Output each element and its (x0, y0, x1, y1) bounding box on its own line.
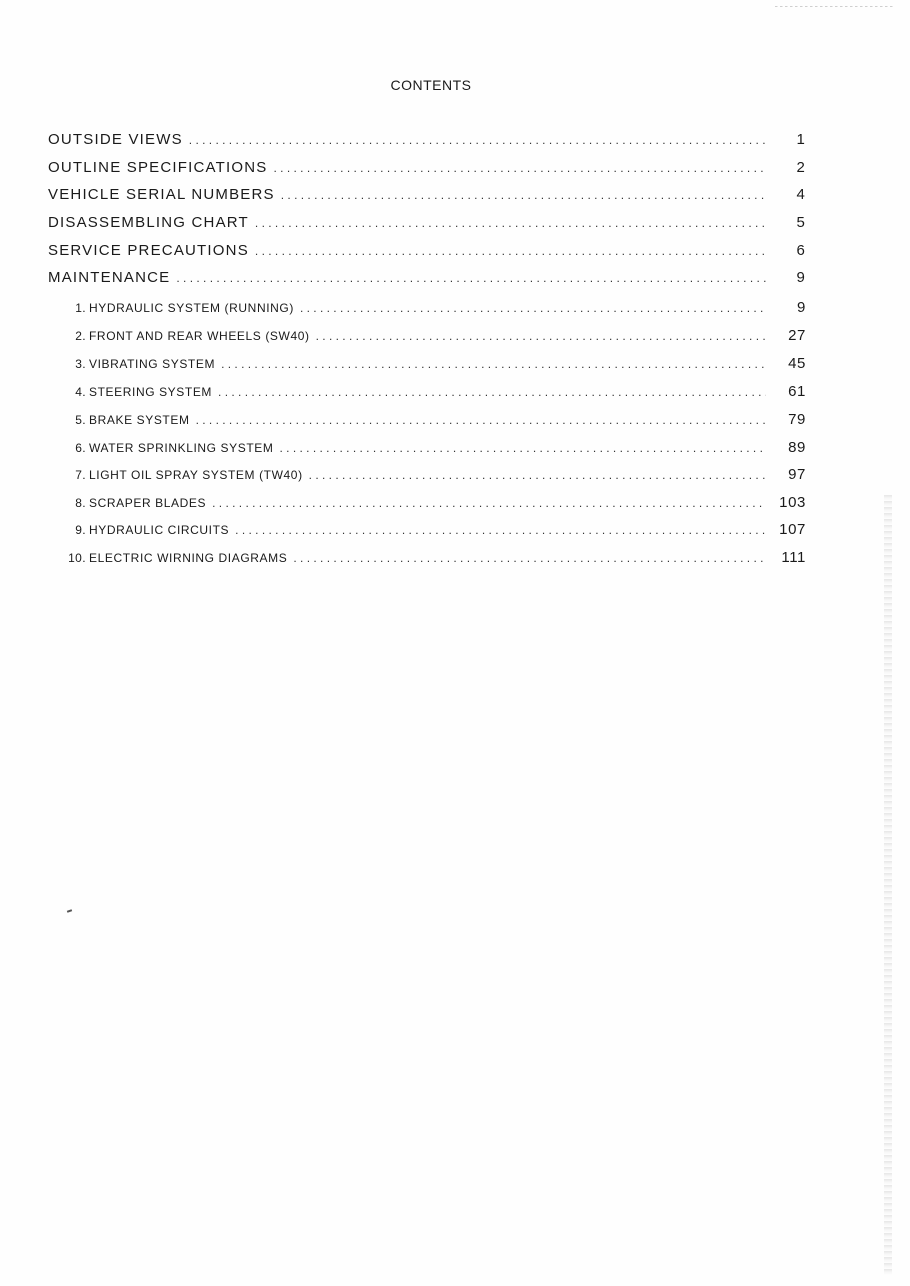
toc-page-number: 61 (788, 383, 806, 400)
toc-subentry-number: 4. (75, 385, 86, 399)
dot-leader (316, 329, 766, 343)
dot-leader (273, 161, 766, 175)
toc-subentry-number: 7. (75, 468, 86, 482)
dot-leader (293, 551, 766, 565)
dot-leader (280, 441, 767, 455)
toc-entry-service-precautions[interactable] (48, 242, 806, 259)
toc-page-number: 5 (796, 214, 806, 231)
toc-subentry-water-sprinkling-system[interactable] (44, 439, 806, 456)
toc-subentry-number: 6. (75, 441, 86, 455)
toc-entry-maintenance[interactable] (48, 269, 806, 286)
toc-page-number: 89 (788, 439, 806, 456)
toc-subentry-label: HYDRAULIC CIRCUITS (89, 523, 230, 537)
toc-subentry-number: 3. (75, 357, 86, 371)
toc-subentry-label: LIGHT OIL SPRAY SYSTEM (TW40) (89, 468, 303, 482)
toc-entry-label: DISASSEMBLING CHART (48, 214, 249, 231)
toc-subentry-hydraulic-circuits[interactable] (44, 521, 806, 538)
toc-entry-label: SERVICE PRECAUTIONS (48, 242, 249, 259)
scan-speck (67, 909, 72, 913)
toc-page-number: 9 (796, 269, 806, 286)
dot-leader (309, 468, 766, 482)
dot-leader (281, 188, 766, 202)
toc-entry-label: VEHICLE SERIAL NUMBERS (48, 186, 275, 203)
dot-leader (235, 523, 766, 537)
toc-subentry-number: 1. (75, 301, 86, 315)
toc-subentry-front-rear-wheels[interactable] (44, 327, 806, 344)
toc-subentry-label: FRONT AND REAR WHEELS (SW40) (89, 329, 310, 343)
toc-entry-label: MAINTENANCE (48, 269, 171, 286)
toc-page-number: 2 (796, 159, 806, 176)
toc-subentry-label: HYDRAULIC SYSTEM (RUNNING) (89, 301, 294, 315)
toc-page-number: 103 (779, 494, 806, 511)
toc-entry-vehicle-serial-numbers[interactable] (48, 186, 806, 203)
toc-page-number: 79 (788, 411, 806, 428)
toc-entry-outside-views[interactable] (48, 131, 806, 148)
dot-leader (218, 385, 766, 399)
toc-subentry-hydraulic-system[interactable] (44, 299, 806, 316)
toc-subentry-number: 5. (75, 413, 86, 427)
toc-subentry-label: BRAKE SYSTEM (89, 413, 190, 427)
toc-subentry-number: 9. (75, 523, 86, 537)
toc-subentry-number: 2. (75, 329, 86, 343)
toc-page-number: 27 (788, 327, 806, 344)
dot-leader (176, 271, 766, 285)
contents-title: CONTENTS (390, 77, 472, 93)
toc-subentry-light-oil-spray-system[interactable] (44, 466, 806, 483)
toc-page-number: 9 (797, 299, 806, 316)
toc-page-number: 6 (796, 242, 806, 259)
dot-leader (189, 133, 766, 147)
toc-page-number: 111 (781, 549, 806, 566)
toc-subentry-label: ELECTRIC WIRNING DIAGRAMS (89, 551, 288, 565)
toc-subentry-label: VIBRATING SYSTEM (89, 357, 216, 371)
dot-leader (196, 413, 766, 427)
toc-entry-disassembling-chart[interactable] (48, 214, 806, 231)
toc-page-number: 45 (788, 355, 806, 372)
toc-subentry-electric-wiring-diagrams[interactable] (44, 549, 806, 566)
dot-leader (255, 216, 766, 230)
toc-subentry-brake-system[interactable] (44, 411, 806, 428)
toc-subentry-number: 8. (75, 496, 86, 510)
toc-subentry-label: STEERING SYSTEM (89, 385, 213, 399)
toc-entry-label: OUTLINE SPECIFICATIONS (48, 159, 268, 176)
toc-page-number: 4 (796, 186, 806, 203)
dot-leader (255, 244, 766, 258)
dot-leader (300, 301, 766, 315)
toc-page-number: 107 (779, 521, 806, 538)
toc-subentry-number: 10. (68, 551, 86, 565)
toc-subentry-scraper-blades[interactable] (44, 494, 806, 511)
toc-entry-label: OUTSIDE VIEWS (48, 131, 183, 148)
toc-subentry-label: SCRAPER BLADES (89, 496, 207, 510)
toc-page-number: 97 (788, 466, 806, 483)
dot-leader (221, 357, 766, 371)
toc-subentry-vibrating-system[interactable] (44, 355, 806, 372)
toc-page-number: 1 (796, 131, 806, 148)
scan-artifact-edge (884, 495, 892, 1275)
dot-leader (212, 496, 766, 510)
toc-subentry-label: WATER SPRINKLING SYSTEM (89, 441, 274, 455)
toc-entry-outline-specifications[interactable] (48, 159, 806, 176)
scan-artifact-top (775, 6, 895, 7)
toc-subentry-steering-system[interactable] (44, 383, 806, 400)
